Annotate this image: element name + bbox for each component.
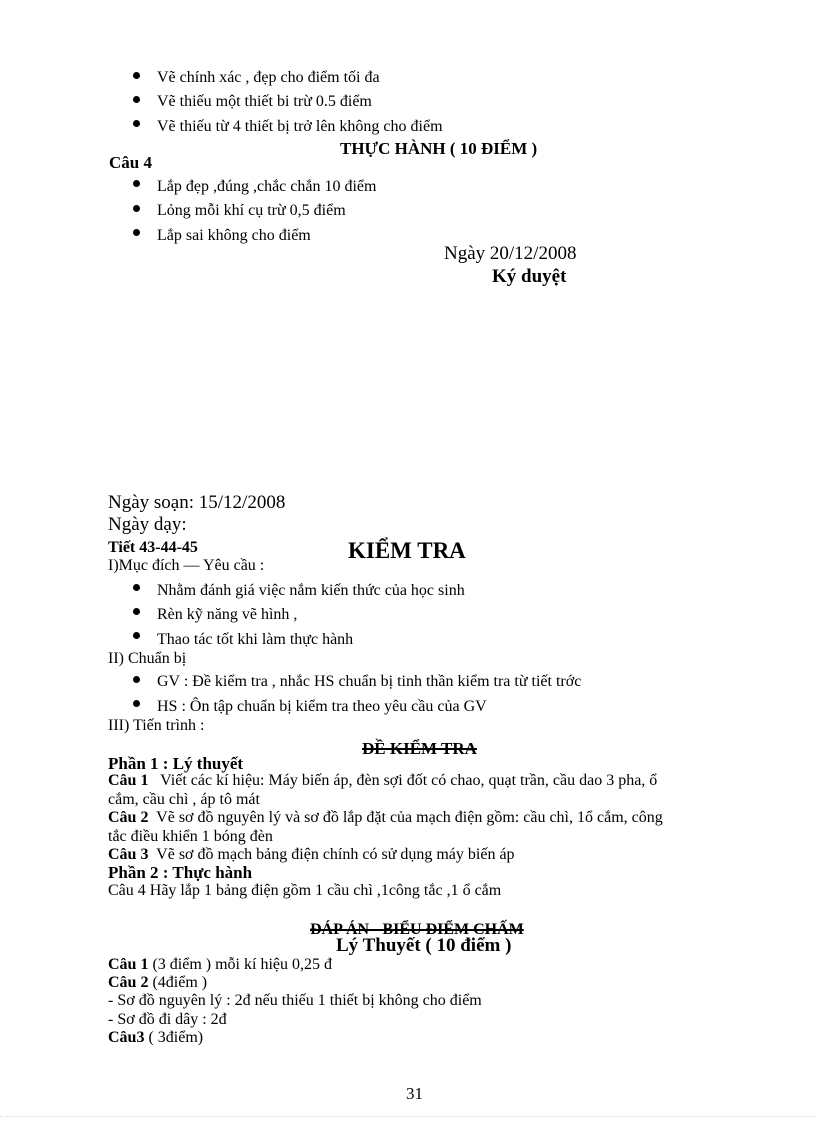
sign-label: Ký duyệt <box>492 266 567 287</box>
answer-heading: ĐÁP ÁN - BIỂU ĐIỂM CHẤM <box>310 921 524 938</box>
cau4-bullet-2: Lỏng mỗi khí cụ trừ 0,5 điểm <box>157 202 346 219</box>
practice-heading: THỰC HÀNH ( 10 ĐIỂM ) <box>340 139 538 158</box>
q2-text-continued: tắc điều khiển 1 bóng đèn <box>108 828 273 845</box>
a1-text: (3 điểm ) mỗi kí hiệu 0,25 đ <box>152 956 332 973</box>
a2-line-2: - Sơ đồ đi dây : 2đ <box>108 1011 227 1028</box>
q3-text: Vẽ sơ đồ mạch bảng điện chính có sử dụng máy biến áp <box>156 846 515 863</box>
section3-heading: III) Tiến trình : <box>108 717 205 734</box>
question-2 <box>108 810 663 826</box>
top-bullet-3: Vẽ thiếu từ 4 thiết bị trở lên không cho điểm <box>157 118 443 135</box>
section1-bullet-1: Nhằm đánh giá việc nắm kiến thức của học sinh <box>157 582 465 599</box>
a2-label: Câu 2 <box>108 974 149 991</box>
a2-text: (4điểm ) <box>152 974 208 991</box>
bullet-icon <box>133 120 140 127</box>
bullet-icon <box>133 180 140 187</box>
page-number: 31 <box>406 1084 423 1103</box>
a3-label: Câu3 <box>108 1029 145 1046</box>
bullet-icon <box>133 676 140 683</box>
cau4-label: Câu 4 <box>109 153 152 172</box>
question-3 <box>108 847 515 863</box>
q3-label: Câu 3 <box>108 846 149 863</box>
page-bottom-divider <box>0 1116 816 1117</box>
section1-heading: I)Mục đích — Yêu cầu : <box>108 557 265 574</box>
cau4-bullet-1: Lắp đẹp ,đúng ,chắc chắn 10 điểm <box>157 178 377 195</box>
answer-1 <box>108 957 332 973</box>
section1-bullet-2: Rèn kỹ năng vẽ hình , <box>157 606 298 623</box>
part2-heading: Phần 2 : Thực hành <box>108 863 253 882</box>
q1-text: Viết các kí hiệu: Máy biến áp, đèn sợi đốt có chao, quạt trần, cầu dao 3 pha, ổ <box>160 772 658 789</box>
a3-text: ( 3điểm) <box>148 1029 204 1046</box>
q1-text-continued: cắm, cầu chì , áp tô mát <box>108 791 260 808</box>
section2-bullet-1: GV : Đề kiểm tra , nhắc HS chuẩn bị tinh thần kiểm tra từ tiết trớc <box>157 673 582 690</box>
main-title: KIỂM TRA <box>348 538 466 563</box>
answer-2 <box>108 975 207 991</box>
q1-label: Câu 1 <box>108 772 149 789</box>
bullet-icon <box>133 632 140 639</box>
period-label: Tiết 43-44-45 <box>108 539 198 556</box>
q2-text: Vẽ sơ đồ nguyên lý và sơ đồ lắp đặt của mạch điện gồm: cầu chì, 1ổ cắm, công <box>156 809 663 826</box>
a2-line-1: - Sơ đồ nguyên lý : 2đ nếu thiếu 1 thiết bị không cho điểm <box>108 992 482 1009</box>
q2-label: Câu 2 <box>108 809 149 826</box>
question-4: Câu 4 Hãy lắp 1 bảng điện gồm 1 cầu chì ,1công tắc ,1 ổ cắm <box>108 882 502 899</box>
a1-label: Câu 1 <box>108 956 149 973</box>
top-bullet-2: Vẽ thiếu một thiết bi trừ 0.5 điểm <box>157 93 372 110</box>
question-1 <box>108 773 657 789</box>
bullet-icon <box>133 608 140 615</box>
bullet-icon <box>133 229 140 236</box>
bullet-icon <box>133 584 140 591</box>
top-bullet-1: Vẽ chính xác , đẹp cho điểm tối đa <box>157 69 380 86</box>
teach-date: Ngày dạy: <box>108 514 187 535</box>
section2-bullet-2: HS : Ôn tập chuẩn bị kiểm tra theo yêu cầu của GV <box>157 698 487 715</box>
cau4-bullet-3: Lắp sai không cho điểm <box>157 227 311 244</box>
exam-heading: ĐỀ KIỂM TRA <box>362 739 477 758</box>
answer-3 <box>108 1030 203 1046</box>
bullet-icon <box>133 96 140 103</box>
theory-heading: Lý Thuyết ( 10 điểm ) <box>336 935 512 956</box>
bullet-icon <box>133 700 140 707</box>
prep-date: Ngày soạn: 15/12/2008 <box>108 492 286 513</box>
section2-heading: II) Chuẩn bị <box>108 650 187 667</box>
part1-heading: Phần 1 : Lý thuyết <box>108 754 244 773</box>
sign-date: Ngày 20/12/2008 <box>444 243 577 264</box>
bullet-icon <box>133 205 140 212</box>
section1-bullet-3: Thao tác tốt khi làm thực hành <box>157 631 354 648</box>
bullet-icon <box>133 72 140 79</box>
